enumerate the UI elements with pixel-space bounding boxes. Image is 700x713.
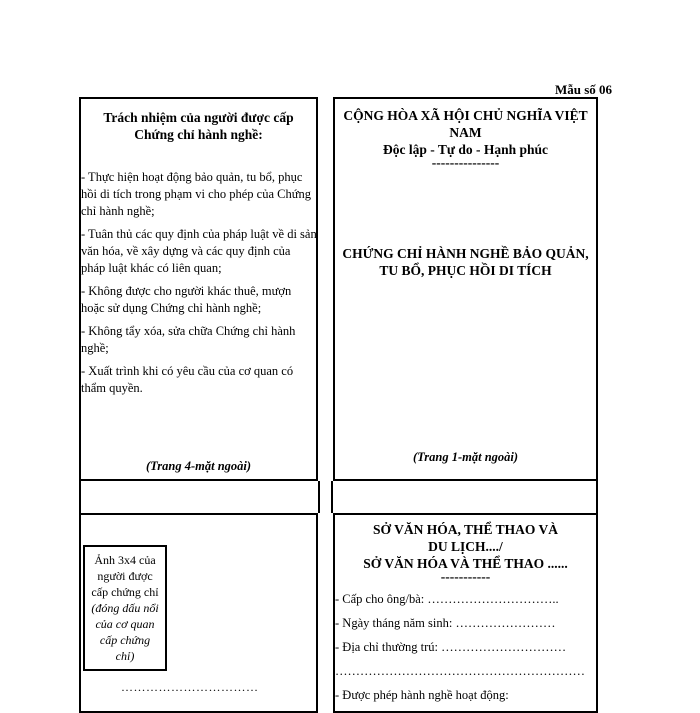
page-1-caption: (Trang 1-mặt ngoài) <box>412 450 519 464</box>
issuer-heading <box>335 521 596 582</box>
photo-label: Ảnh 3x4 của <box>94 553 156 567</box>
field-line: - Ngày tháng năm sinh: …………………… <box>335 616 556 630</box>
national-title-line: NAM <box>449 125 482 140</box>
signature-dots: …………………………… <box>121 680 259 694</box>
certificate-title-line: CHỨNG CHỈ HÀNH NGHỀ BẢO QUẢN, <box>342 246 589 261</box>
issuer-line: DU LỊCH..../ <box>428 539 503 554</box>
certificate-title-line: TU BỔ, PHỤC HỒI DI TÍCH <box>379 263 552 278</box>
page-4-panel <box>79 97 318 481</box>
form-number: Mẫu số 06 <box>555 82 613 97</box>
certificate-title <box>335 245 596 279</box>
photo-label: người được <box>97 569 153 583</box>
field-line: …………………………………………………… <box>335 664 585 678</box>
motto: Độc lập - Tự do - Hạnh phúc <box>382 142 549 157</box>
page-2-panel <box>79 513 318 713</box>
duty-item: - Xuất trình khi có yêu cầu của cơ quan có thẩm quyền. <box>81 364 294 395</box>
motto-rule: --------------- <box>431 155 500 170</box>
issuer-rule: ----------- <box>440 569 491 584</box>
responsibility-heading <box>81 109 316 143</box>
issuer-line: SỞ VĂN HÓA, THỂ THAO VÀ <box>372 522 559 537</box>
duty-list <box>81 169 317 403</box>
photo-note: cấp chứng <box>99 633 151 647</box>
responsibility-heading-line: Chứng chỉ hành nghề: <box>134 127 263 142</box>
photo-label: cấp chứng chỉ <box>91 585 159 599</box>
duty-item: - Tuân thủ các quy định của pháp luật về di sản văn hóa, về xây dựng và các quy định của pháp luật khác có liên quan; <box>81 227 317 275</box>
page-3-panel <box>333 513 598 713</box>
duty-item: - Thực hiện hoạt động bảo quản, tu bổ, phục hồi di tích trong phạm vi cho phép của Chứng chỉ hành nghề; <box>81 170 311 218</box>
fold-gap-divider <box>318 481 333 513</box>
responsibility-heading-line: Trách nhiệm của người được cấp <box>103 110 294 125</box>
issuer-line: SỞ VĂN HÓA VÀ THỂ THAO ...... <box>363 556 568 571</box>
field-line: - Được phép hành nghề hoạt động: <box>335 688 509 702</box>
photo-note: chỉ) <box>115 649 135 663</box>
field-line: - Địa chỉ thường trú: ………………………… <box>335 640 567 654</box>
page-4-caption: (Trang 4-mặt ngoài) <box>145 459 252 473</box>
photo-note: của cơ quan <box>95 617 155 631</box>
photo-note: (đóng dấu nổi <box>91 601 159 615</box>
page-1-panel <box>333 97 598 481</box>
fold-gap <box>79 481 598 513</box>
photo-placeholder <box>83 545 167 671</box>
certificate-fields <box>335 591 597 711</box>
duty-item: - Không được cho người khác thuê, mượn hoặc sử dụng Chứng chỉ hành nghề; <box>81 284 292 315</box>
national-title-line: CỘNG HÒA XÃ HỘI CHỦ NGHĨA VIỆT <box>343 108 588 123</box>
duty-item: - Không tẩy xóa, sửa chữa Chứng chỉ hành nghề; <box>81 324 296 355</box>
national-title <box>335 107 596 168</box>
field-line: - Cấp cho ông/bà: ………………………….. <box>335 592 559 606</box>
